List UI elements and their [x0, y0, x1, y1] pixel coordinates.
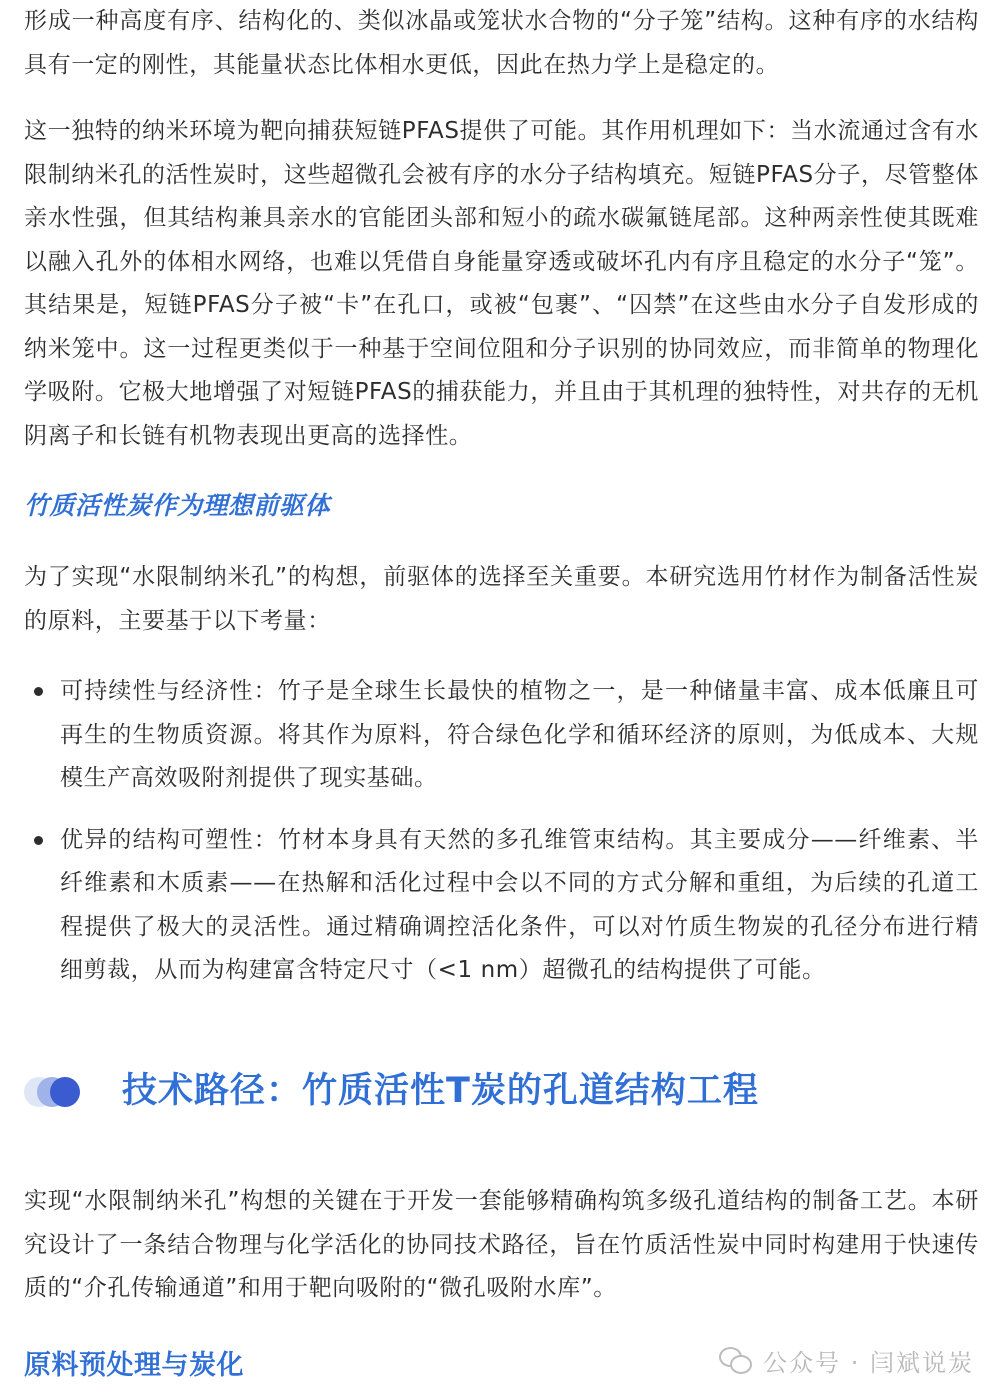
- list-item-plasticity: [24, 819, 979, 993]
- section-header: [24, 1062, 979, 1122]
- list-item-text: 可持续性与经济性：竹子是全球生长最快的植物之一，是一种储量丰富、成本低廉且可再生的生物质资源。将其作为原料，符合绿色化学和循环经济的原则，为低成本、大规模生产高效吸附剂提供了现实基础。: [60, 678, 979, 791]
- subheading-bamboo-precursor: 竹质活性炭作为理想前驱体: [24, 491, 331, 520]
- bullet-dot-icon: [34, 836, 43, 845]
- watermark-text: 公众号 · 闫斌说炭: [763, 1348, 974, 1377]
- paragraph-precursor-intro: 为了实现“水限制纳米孔”的构想，前驱体的选择至关重要。本研究选用竹材作为制备活性炭的原料，主要基于以下考量：: [24, 564, 979, 634]
- paragraph-mechanism: 这一独特的纳米环境为靶向捕获短链PFAS提供了可能。其作用机理如下：当水流通过含有水限制纳米孔的活性炭时，这些超微孔会被有序的水分子结构填充。短链PFAS分子，尽管整体亲水性强，但其结构兼具亲水的官能团头部和短小的疏水碳氟链尾部。这种两亲性使其既难以融入孔外的体相水网络，也难以凭借自身能量穿透或破坏孔内有序且稳定的水分子“笼”。其结果是，短链PFAS分子被“卡”在孔口，或被“包裹”、“囚禁”在这些由水分子自发形成的纳米笼中。这一过程更类似于一种基于空间位阻和分子识别的协同效应，而非简单的物理化学吸附。它极大地增强了对短链PFAS的捕获能力，并且由于其机理的独特性，对共存的无机阴离子和长链有机物表现出更高的选择性。: [24, 118, 979, 449]
- three-overlapping-circles-icon: [24, 1069, 84, 1115]
- list-item-text: 优异的结构可塑性：竹材本身具有天然的多孔维管束结构。其主要成分——纤维素、半纤维素和木质素——在热解和活化过程中会以不同的方式分解和重组，为后续的孔道工程提供了极大的灵活性。通过精确调控活化条件，可以对竹质生物炭的孔径分布进行精细剪裁，从而为构建富含特定尺寸（<1 nm）超微孔的结构提供了可能。: [60, 826, 979, 983]
- paragraph-technical-route: 实现“水限制纳米孔”构想的关键在于开发一套能够精确构筑多级孔道结构的制备工艺。本研究设计了一条结合物理与化学活化的协同技术路径，旨在竹质活性炭中同时构建用于快速传质的“介孔传输通道”和用于靶向吸附的“微孔吸附水库”。: [24, 1188, 979, 1301]
- section-title: 技术路径：竹质活性T炭的孔道结构工程: [122, 1071, 759, 1111]
- paragraph-molecular-cage: 形成一种高度有序、结构化的、类似冰晶或笼状水合物的“分子笼”结构。这种有序的水结构具有一定的刚性，其能量状态比体相水更低，因此在热力学上是稳定的。: [24, 8, 979, 78]
- list-item-sustainability: [24, 670, 979, 801]
- bullet-dot-icon: [34, 687, 43, 696]
- watermark: [719, 1340, 974, 1380]
- considerations-list: [24, 670, 979, 993]
- wechat-icon: [719, 1345, 753, 1375]
- subheading-pretreatment: 原料预处理与炭化: [24, 1350, 244, 1381]
